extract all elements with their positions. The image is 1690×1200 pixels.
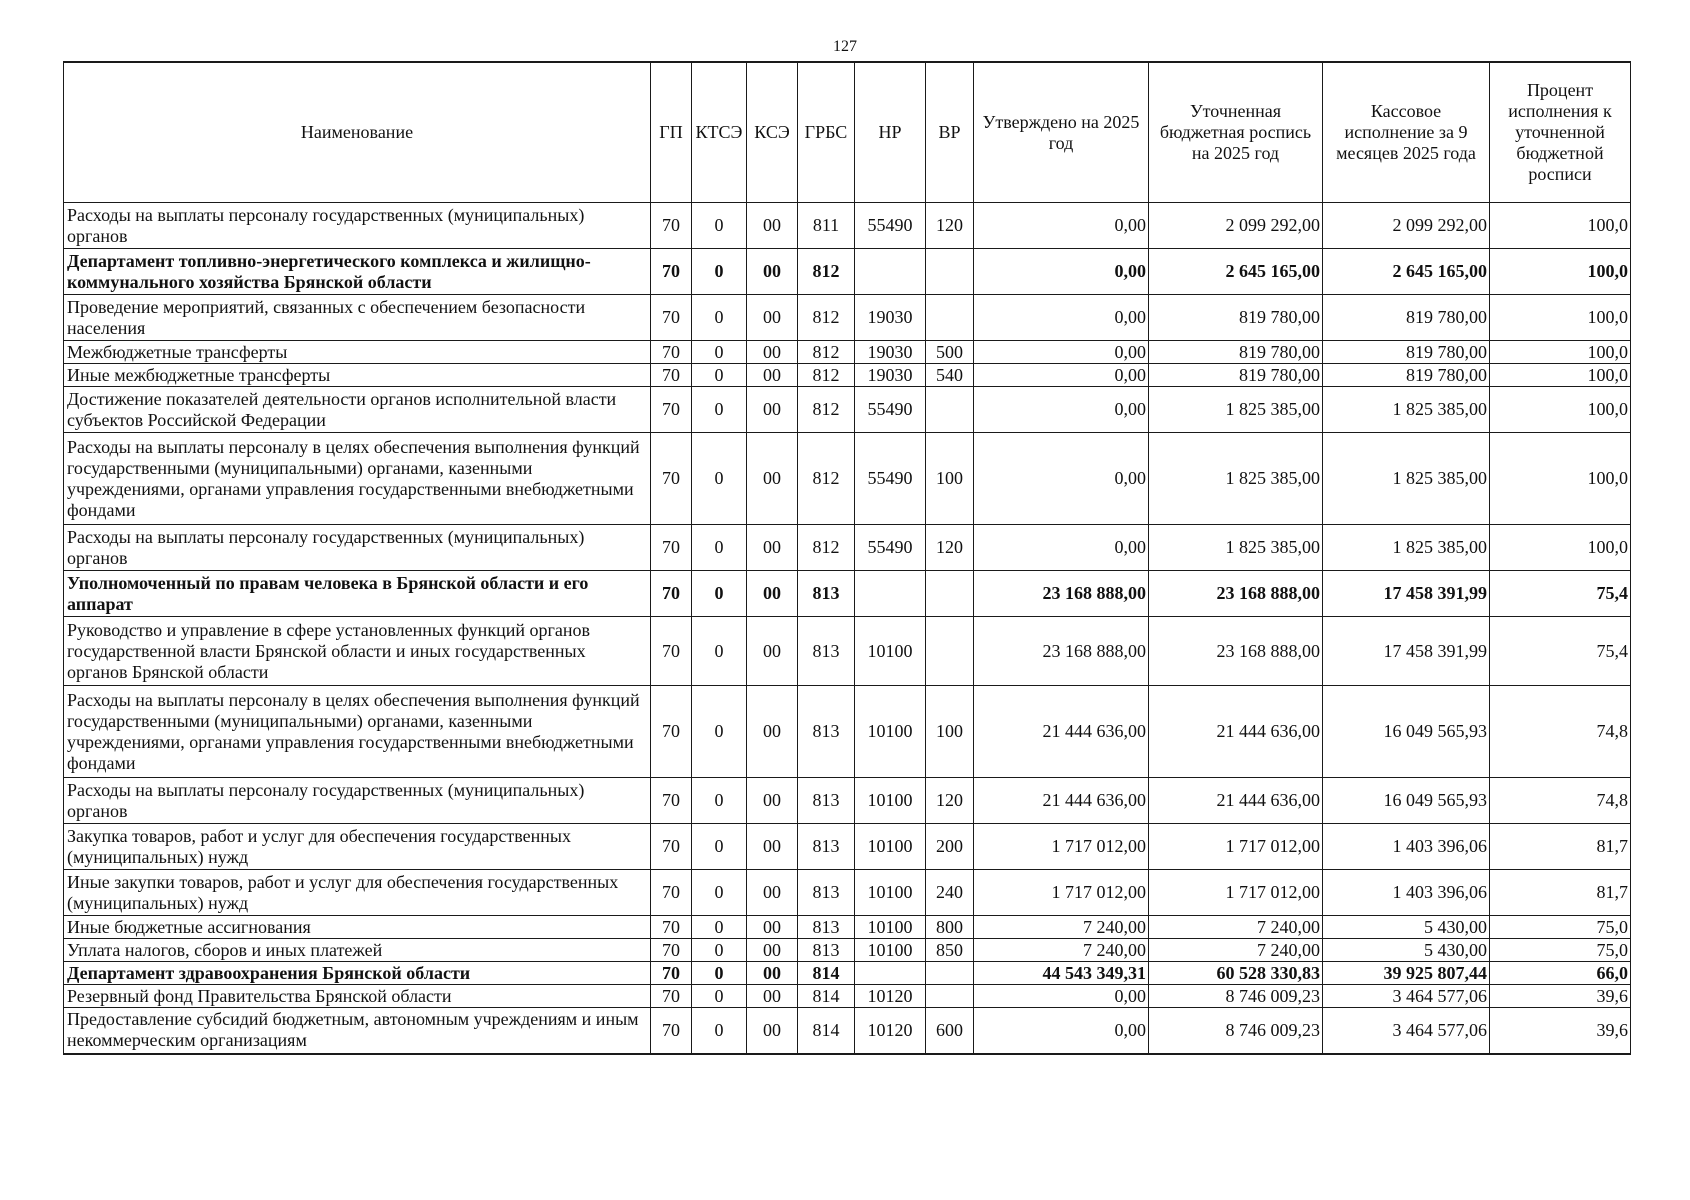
cell-percent: 81,7 (1490, 870, 1631, 916)
cell-cash: 3 464 577,06 (1323, 985, 1490, 1008)
cell-ktse: 0 (692, 364, 747, 387)
table-row (64, 364, 1631, 387)
cell-name: Иные бюджетные ассигнования (64, 916, 651, 939)
cell-revised: 1 825 385,00 (1149, 387, 1323, 433)
header-revised: Уточненная бюджетная роспись на 2025 год (1149, 62, 1323, 203)
cell-ktse: 0 (692, 939, 747, 962)
cell-vr: 850 (926, 939, 974, 962)
cell-approved: 0,00 (974, 249, 1149, 295)
cell-revised: 1 717 012,00 (1149, 870, 1323, 916)
cell-kse: 00 (747, 870, 798, 916)
header-name: Наименование (64, 62, 651, 203)
cell-ktse: 0 (692, 617, 747, 686)
cell-gp: 70 (651, 203, 692, 249)
cell-kse: 00 (747, 686, 798, 778)
cell-revised: 23 168 888,00 (1149, 571, 1323, 617)
cell-vr: 120 (926, 778, 974, 824)
cell-name: Закупка товаров, работ и услуг для обеспечения государственных (муниципальных) нужд (64, 824, 651, 870)
cell-nr (855, 571, 926, 617)
cell-percent: 100,0 (1490, 387, 1631, 433)
cell-approved: 0,00 (974, 985, 1149, 1008)
cell-vr (926, 295, 974, 341)
cell-kse: 00 (747, 824, 798, 870)
table-row (64, 617, 1631, 686)
cell-cash: 819 780,00 (1323, 364, 1490, 387)
cell-approved: 21 444 636,00 (974, 686, 1149, 778)
cell-grbs: 813 (798, 824, 855, 870)
cell-vr (926, 387, 974, 433)
cell-cash: 2 099 292,00 (1323, 203, 1490, 249)
cell-percent: 100,0 (1490, 525, 1631, 571)
table-row (64, 571, 1631, 617)
cell-grbs: 812 (798, 525, 855, 571)
cell-gp: 70 (651, 939, 692, 962)
header-ktse: КТСЭ (692, 62, 747, 203)
cell-grbs: 812 (798, 249, 855, 295)
cell-name: Межбюджетные трансферты (64, 341, 651, 364)
cell-name: Департамент здравоохранения Брянской области (64, 962, 651, 985)
cell-gp: 70 (651, 617, 692, 686)
cell-revised: 21 444 636,00 (1149, 778, 1323, 824)
table-row (64, 387, 1631, 433)
cell-percent: 75,4 (1490, 571, 1631, 617)
cell-kse: 00 (747, 341, 798, 364)
cell-nr: 55490 (855, 525, 926, 571)
cell-vr: 540 (926, 364, 974, 387)
cell-ktse: 0 (692, 962, 747, 985)
cell-ktse: 0 (692, 387, 747, 433)
cell-vr (926, 617, 974, 686)
cell-gp: 70 (651, 1008, 692, 1054)
cell-vr: 100 (926, 686, 974, 778)
cell-revised: 1 717 012,00 (1149, 824, 1323, 870)
table-row (64, 939, 1631, 962)
cell-vr (926, 985, 974, 1008)
cell-grbs: 814 (798, 1008, 855, 1054)
cell-kse: 00 (747, 433, 798, 525)
cell-kse: 00 (747, 525, 798, 571)
cell-cash: 819 780,00 (1323, 295, 1490, 341)
cell-name: Расходы на выплаты персоналу государственных (муниципальных) органов (64, 203, 651, 249)
cell-gp: 70 (651, 985, 692, 1008)
cell-name: Проведение мероприятий, связанных с обеспечением безопасности населения (64, 295, 651, 341)
cell-ktse: 0 (692, 1008, 747, 1054)
table-row (64, 824, 1631, 870)
cell-revised: 7 240,00 (1149, 939, 1323, 962)
cell-revised: 8 746 009,23 (1149, 985, 1323, 1008)
cell-nr (855, 249, 926, 295)
cell-gp: 70 (651, 778, 692, 824)
cell-approved: 0,00 (974, 387, 1149, 433)
cell-ktse: 0 (692, 870, 747, 916)
cell-percent: 100,0 (1490, 364, 1631, 387)
cell-percent: 74,8 (1490, 686, 1631, 778)
cell-revised: 1 825 385,00 (1149, 525, 1323, 571)
cell-nr: 55490 (855, 387, 926, 433)
cell-kse: 00 (747, 364, 798, 387)
cell-revised: 7 240,00 (1149, 916, 1323, 939)
table-row (64, 870, 1631, 916)
cell-gp: 70 (651, 962, 692, 985)
table-header (64, 62, 1631, 203)
cell-name: Иные закупки товаров, работ и услуг для обеспечения государственных (муниципальных) нужд (64, 870, 651, 916)
cell-approved: 0,00 (974, 364, 1149, 387)
cell-vr: 120 (926, 203, 974, 249)
cell-approved: 1 717 012,00 (974, 824, 1149, 870)
cell-nr: 10100 (855, 824, 926, 870)
cell-grbs: 813 (798, 939, 855, 962)
cell-gp: 70 (651, 387, 692, 433)
cell-kse: 00 (747, 939, 798, 962)
table-row (64, 341, 1631, 364)
cell-grbs: 813 (798, 571, 855, 617)
cell-vr (926, 571, 974, 617)
header-vr: ВР (926, 62, 974, 203)
cell-nr: 10100 (855, 916, 926, 939)
cell-gp: 70 (651, 249, 692, 295)
cell-nr: 19030 (855, 341, 926, 364)
header-percent: Процент исполнения к уточненной бюджетной росписи (1490, 62, 1631, 203)
cell-ktse: 0 (692, 341, 747, 364)
cell-cash: 5 430,00 (1323, 939, 1490, 962)
table-body (64, 203, 1631, 1054)
cell-cash: 5 430,00 (1323, 916, 1490, 939)
header-grbs: ГРБС (798, 62, 855, 203)
cell-vr: 600 (926, 1008, 974, 1054)
table-row (64, 249, 1631, 295)
cell-name: Уполномоченный по правам человека в Брянской области и его аппарат (64, 571, 651, 617)
cell-grbs: 812 (798, 295, 855, 341)
cell-name: Расходы на выплаты персоналу в целях обеспечения выполнения функций государственными (муниципальными) органами, казенными учреждениями, органами управления государственными внебюджетными фондами (64, 686, 651, 778)
cell-approved: 23 168 888,00 (974, 617, 1149, 686)
cell-nr: 10120 (855, 1008, 926, 1054)
cell-grbs: 813 (798, 617, 855, 686)
cell-grbs: 812 (798, 364, 855, 387)
cell-ktse: 0 (692, 249, 747, 295)
cell-revised: 8 746 009,23 (1149, 1008, 1323, 1054)
table-row (64, 985, 1631, 1008)
table-row (64, 295, 1631, 341)
cell-grbs: 812 (798, 387, 855, 433)
cell-kse: 00 (747, 617, 798, 686)
cell-cash: 3 464 577,06 (1323, 1008, 1490, 1054)
cell-revised: 2 645 165,00 (1149, 249, 1323, 295)
cell-grbs: 814 (798, 962, 855, 985)
cell-name: Расходы на выплаты персоналу государственных (муниципальных) органов (64, 525, 651, 571)
cell-gp: 70 (651, 364, 692, 387)
cell-percent: 66,0 (1490, 962, 1631, 985)
cell-cash: 1 825 385,00 (1323, 387, 1490, 433)
cell-nr: 55490 (855, 203, 926, 249)
cell-revised: 819 780,00 (1149, 364, 1323, 387)
table-row (64, 778, 1631, 824)
cell-nr: 10100 (855, 686, 926, 778)
cell-vr: 800 (926, 916, 974, 939)
header-kse: КСЭ (747, 62, 798, 203)
cell-ktse: 0 (692, 686, 747, 778)
cell-grbs: 813 (798, 686, 855, 778)
cell-ktse: 0 (692, 295, 747, 341)
cell-cash: 17 458 391,99 (1323, 617, 1490, 686)
cell-approved: 7 240,00 (974, 939, 1149, 962)
cell-vr: 240 (926, 870, 974, 916)
cell-nr: 10100 (855, 939, 926, 962)
cell-nr: 10100 (855, 617, 926, 686)
cell-approved: 44 543 349,31 (974, 962, 1149, 985)
cell-ktse: 0 (692, 525, 747, 571)
cell-revised: 23 168 888,00 (1149, 617, 1323, 686)
cell-gp: 70 (651, 571, 692, 617)
cell-gp: 70 (651, 916, 692, 939)
cell-kse: 00 (747, 916, 798, 939)
cell-percent: 74,8 (1490, 778, 1631, 824)
cell-cash: 17 458 391,99 (1323, 571, 1490, 617)
cell-name: Руководство и управление в сфере установленных функций органов государственной власти Брянской области и иных государственных органов Брянской области (64, 617, 651, 686)
header-gp: ГП (651, 62, 692, 203)
cell-name: Расходы на выплаты персоналу в целях обеспечения выполнения функций государственными (муниципальными) органами, казенными учреждениями, органами управления государственными внебюджетными фондами (64, 433, 651, 525)
cell-name: Достижение показателей деятельности органов исполнительной власти субъектов Российской Федерации (64, 387, 651, 433)
cell-approved: 23 168 888,00 (974, 571, 1149, 617)
table-row (64, 1008, 1631, 1054)
cell-percent: 75,0 (1490, 939, 1631, 962)
cell-name: Резервный фонд Правительства Брянской области (64, 985, 651, 1008)
cell-kse: 00 (747, 295, 798, 341)
header-nr: НР (855, 62, 926, 203)
cell-percent: 75,4 (1490, 617, 1631, 686)
cell-vr (926, 962, 974, 985)
table-row (64, 916, 1631, 939)
cell-name: Уплата налогов, сборов и иных платежей (64, 939, 651, 962)
cell-grbs: 812 (798, 433, 855, 525)
cell-nr: 19030 (855, 295, 926, 341)
cell-ktse: 0 (692, 778, 747, 824)
cell-approved: 0,00 (974, 1008, 1149, 1054)
cell-cash: 39 925 807,44 (1323, 962, 1490, 985)
cell-revised: 21 444 636,00 (1149, 686, 1323, 778)
cell-gp: 70 (651, 870, 692, 916)
cell-vr: 120 (926, 525, 974, 571)
cell-approved: 7 240,00 (974, 916, 1149, 939)
cell-vr (926, 249, 974, 295)
cell-ktse: 0 (692, 916, 747, 939)
header-cash: Кассовое исполнение за 9 месяцев 2025 года (1323, 62, 1490, 203)
cell-ktse: 0 (692, 571, 747, 617)
table-row (64, 433, 1631, 525)
cell-vr: 500 (926, 341, 974, 364)
cell-gp: 70 (651, 824, 692, 870)
cell-cash: 16 049 565,93 (1323, 686, 1490, 778)
cell-kse: 00 (747, 249, 798, 295)
cell-revised: 819 780,00 (1149, 341, 1323, 364)
cell-nr: 10120 (855, 985, 926, 1008)
table-row (64, 686, 1631, 778)
cell-grbs: 813 (798, 870, 855, 916)
cell-cash: 1 403 396,06 (1323, 824, 1490, 870)
cell-kse: 00 (747, 203, 798, 249)
page-number: 127 (833, 38, 857, 55)
cell-nr (855, 962, 926, 985)
table-row (64, 203, 1631, 249)
cell-gp: 70 (651, 686, 692, 778)
cell-percent: 81,7 (1490, 824, 1631, 870)
cell-gp: 70 (651, 525, 692, 571)
table-row (64, 525, 1631, 571)
cell-nr: 10100 (855, 870, 926, 916)
cell-ktse: 0 (692, 985, 747, 1008)
cell-approved: 0,00 (974, 525, 1149, 571)
cell-approved: 0,00 (974, 433, 1149, 525)
cell-kse: 00 (747, 962, 798, 985)
cell-vr: 100 (926, 433, 974, 525)
cell-name: Предоставление субсидий бюджетным, автономным учреждениям и иным некоммерческим организациям (64, 1008, 651, 1054)
cell-revised: 60 528 330,83 (1149, 962, 1323, 985)
cell-percent: 75,0 (1490, 916, 1631, 939)
cell-gp: 70 (651, 341, 692, 364)
header-approved: Утверждено на 2025 год (974, 62, 1149, 203)
cell-cash: 1 825 385,00 (1323, 433, 1490, 525)
cell-grbs: 811 (798, 203, 855, 249)
cell-approved: 0,00 (974, 295, 1149, 341)
cell-kse: 00 (747, 778, 798, 824)
cell-grbs: 813 (798, 916, 855, 939)
cell-percent: 100,0 (1490, 203, 1631, 249)
header-row (64, 62, 1631, 203)
cell-percent: 100,0 (1490, 341, 1631, 364)
cell-percent: 39,6 (1490, 1008, 1631, 1054)
cell-name: Департамент топливно-энергетического комплекса и жилищно-коммунального хозяйства Брянской области (64, 249, 651, 295)
budget-execution-table (63, 61, 1631, 1055)
cell-ktse: 0 (692, 824, 747, 870)
cell-grbs: 812 (798, 341, 855, 364)
cell-cash: 2 645 165,00 (1323, 249, 1490, 295)
cell-percent: 100,0 (1490, 295, 1631, 341)
cell-vr: 200 (926, 824, 974, 870)
cell-gp: 70 (651, 295, 692, 341)
cell-nr: 10100 (855, 778, 926, 824)
cell-name: Иные межбюджетные трансферты (64, 364, 651, 387)
cell-cash: 16 049 565,93 (1323, 778, 1490, 824)
cell-ktse: 0 (692, 433, 747, 525)
cell-cash: 819 780,00 (1323, 341, 1490, 364)
cell-nr: 19030 (855, 364, 926, 387)
cell-name: Расходы на выплаты персоналу государственных (муниципальных) органов (64, 778, 651, 824)
cell-ktse: 0 (692, 203, 747, 249)
cell-grbs: 814 (798, 985, 855, 1008)
table-row (64, 962, 1631, 985)
cell-percent: 100,0 (1490, 249, 1631, 295)
cell-kse: 00 (747, 1008, 798, 1054)
cell-percent: 100,0 (1490, 433, 1631, 525)
cell-percent: 39,6 (1490, 985, 1631, 1008)
cell-approved: 0,00 (974, 341, 1149, 364)
cell-approved: 1 717 012,00 (974, 870, 1149, 916)
cell-gp: 70 (651, 433, 692, 525)
cell-kse: 00 (747, 571, 798, 617)
cell-cash: 1 403 396,06 (1323, 870, 1490, 916)
cell-kse: 00 (747, 387, 798, 433)
cell-revised: 2 099 292,00 (1149, 203, 1323, 249)
cell-kse: 00 (747, 985, 798, 1008)
cell-revised: 1 825 385,00 (1149, 433, 1323, 525)
cell-grbs: 813 (798, 778, 855, 824)
cell-revised: 819 780,00 (1149, 295, 1323, 341)
cell-approved: 21 444 636,00 (974, 778, 1149, 824)
cell-approved: 0,00 (974, 203, 1149, 249)
cell-nr: 55490 (855, 433, 926, 525)
cell-cash: 1 825 385,00 (1323, 525, 1490, 571)
